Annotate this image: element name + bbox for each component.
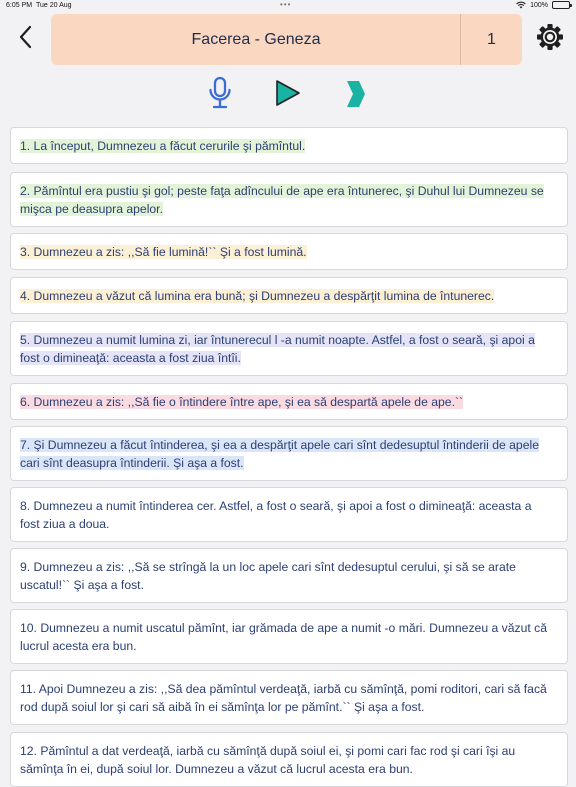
settings-button[interactable] [536, 23, 564, 51]
verse-line: fost o dimineaţă: aceasta a fost ziua întîi. [20, 351, 241, 365]
chevron-right-icon [343, 78, 367, 110]
verse-line: 12. Pămîntul a dat verdeaţă, iarbă cu sămînţă după soiul ei, şi pomi cari fac rod şi cari îşi au [20, 744, 516, 758]
verse-text [20, 287, 494, 305]
status-bar [0, 0, 576, 12]
verse-card[interactable] [10, 609, 568, 664]
verse-line: 10. Dumnezeu a numit uscatul pămînt, iar grămada de ape a numit -o mări. Dumnezeu a văzut că [20, 621, 548, 635]
battery-percent: 100% [530, 1, 548, 9]
verse-card[interactable] [10, 233, 568, 270]
gear-icon [536, 23, 564, 51]
status-time: 6:05 PM [6, 2, 33, 9]
verse-line: uscatul!`` Şi aşa a fost. [20, 578, 144, 592]
verse-card[interactable] [10, 321, 568, 376]
verse-line: 6. Dumnezeu a zis: ,,Să fie o întindere între ape, şi ea să despartă apele de ape.`` [20, 395, 464, 409]
verse-line: sămînţa în ei, după soiul lor. Dumnezeu a văzut că lucrul acesta era bun. [20, 762, 413, 776]
verse-text [20, 742, 515, 778]
chapter-number-button[interactable]: 1 [487, 31, 496, 48]
verse-line: 3. Dumnezeu a zis: ,,Să fie lumină!`` Şi a fost lumină. [20, 245, 307, 259]
chevron-left-icon [14, 22, 38, 52]
verse-line: fost ziua a doua. [20, 517, 110, 531]
microphone-icon [207, 76, 233, 110]
verse-text [20, 393, 463, 411]
verse-line: rod după soiul lor şi cari să aibă în ei sămînţa lor pe pămînt.`` Şi aşa a fost. [20, 700, 425, 714]
verse-card[interactable] [10, 172, 568, 227]
verse-text [20, 331, 535, 367]
verse-line: 4. Dumnezeu a văzut că lumina era bună; şi Dumnezeu a despărţit lumina de întunerec. [20, 289, 495, 303]
verse-line: cari sînt deasupra întinderii. Şi aşa a fost. [20, 456, 244, 470]
verse-text [20, 436, 539, 472]
verse-text [20, 182, 544, 218]
verse-card[interactable] [10, 732, 568, 787]
verse-line: 7. Şi Dumnezeu a făcut întinderea, şi ea a despărţit apele cari sînt dedesuptul întinderii de apele [20, 438, 539, 452]
verse-card[interactable] [10, 426, 568, 481]
verse-card[interactable] [10, 127, 568, 164]
verse-line: mişca pe deasupra apelor. [20, 202, 163, 216]
verse-text [20, 497, 532, 533]
verse-line: 5. Dumnezeu a numit lumina zi, iar întunerecul l -a numit noapte. Astfel, a fost o seară, şi apoi a [20, 333, 535, 347]
microphone-button[interactable] [207, 76, 233, 110]
book-title-button[interactable]: Facerea - Geneza [191, 31, 321, 48]
verse-text [20, 137, 305, 155]
verse-line: 8. Dumnezeu a numit întinderea cer. Astfel, a fost o seară, şi apoi a fost o dimineaţă: aceasta a [20, 499, 532, 513]
status-right [516, 1, 570, 9]
next-button[interactable] [343, 78, 367, 110]
verse-text [20, 680, 547, 716]
play-button[interactable] [274, 79, 302, 107]
verse-card[interactable] [10, 548, 568, 603]
verse-line: 2. Pămîntul era pustiu şi gol; peste faţa adîncului de ape era întunerec, şi Duhul lui Dumnezeu se [20, 184, 544, 198]
verse-card[interactable] [10, 487, 568, 542]
verse-text [20, 243, 307, 261]
play-icon [274, 79, 302, 107]
verse-card[interactable] [10, 277, 568, 314]
verse-card[interactable] [10, 383, 568, 420]
verse-line: 11. Apoi Dumnezeu a zis: ,,Să dea pămîntul verdeaţă, iarbă cu sămînţă, pomi roditori, cari să facă [20, 682, 547, 696]
title-bar [51, 14, 522, 65]
verse-line: 1. La început, Dumnezeu a făcut cerurile şi pămîntul. [20, 139, 306, 153]
verse-text [20, 558, 516, 594]
back-button[interactable] [14, 22, 38, 52]
verse-text [20, 619, 547, 655]
status-date: Tue 20 Aug [36, 2, 72, 9]
wifi-icon [516, 1, 526, 9]
battery-icon [552, 1, 570, 9]
verse-line: lucrul acesta era bun. [20, 639, 137, 653]
multitasking-dots-icon[interactable]: ••• [280, 0, 292, 9]
verse-card[interactable] [10, 670, 568, 725]
verse-line: 9. Dumnezeu a zis: ,,Să se strîngă la un loc apele cari sînt dedesuptul cerului, şi să se arate [20, 560, 516, 574]
